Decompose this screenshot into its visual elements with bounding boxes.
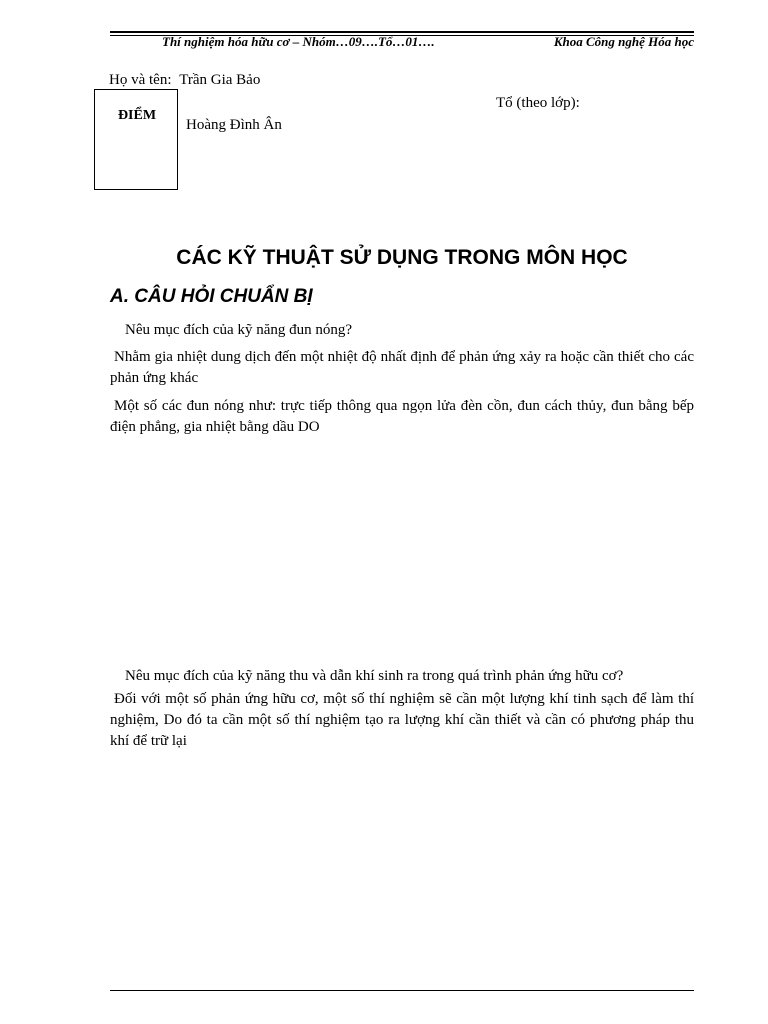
- name-label: Họ và tên:: [109, 72, 172, 88]
- member-name-1: Trần Gia Bảo: [179, 72, 261, 88]
- group-label: Tổ (theo lớp):: [496, 95, 580, 111]
- header-course-group: Thí nghiệm hóa hữu cơ – Nhóm…09….Tổ…01….: [162, 34, 435, 49]
- header-rule-thick: [110, 31, 694, 33]
- question-1: Nêu mục đích của kỹ năng đun nóng?: [125, 322, 353, 338]
- answer-2: Đối với một số phản ứng hữu cơ, một số thí nghiệm sẽ cần một lượng khí tinh sạch để làm thí nghiệm, Do đó ta cần một số thí nghiệm tạo ra lượng khí cần thiết và cần có phương pháp thu khí để trữ lại: [110, 691, 694, 749]
- document-title: CÁC KỸ THUẬT SỬ DỤNG TRONG MÔN HỌC: [176, 246, 628, 269]
- answer-1a: Nhằm gia nhiệt dung dịch đến một nhiệt độ nhất định để phản ứng xảy ra hoặc cần thiết cho các phản ứng khác: [110, 349, 694, 386]
- header-faculty: Khoa Công nghệ Hóa học: [553, 34, 694, 49]
- score-label: ĐIỂM: [117, 108, 157, 123]
- footer-rule: [110, 990, 694, 991]
- section-a-title: A. CÂU HỎI CHUẨN BỊ: [110, 286, 313, 307]
- question-2: Nêu mục đích của kỹ năng thu và dẫn khí sinh ra trong quá trình phản ứng hữu cơ?: [125, 668, 624, 684]
- score-box: [94, 89, 178, 190]
- answer-1b: Một số các đun nóng như: trực tiếp thông qua ngọn lửa đèn cồn, đun cách thủy, đun bằng bếp điện phẳng, gia nhiệt bằng dầu DO: [110, 398, 694, 435]
- member-name-2: Hoàng Đình Ân: [186, 117, 282, 133]
- student-name-line: [109, 72, 260, 89]
